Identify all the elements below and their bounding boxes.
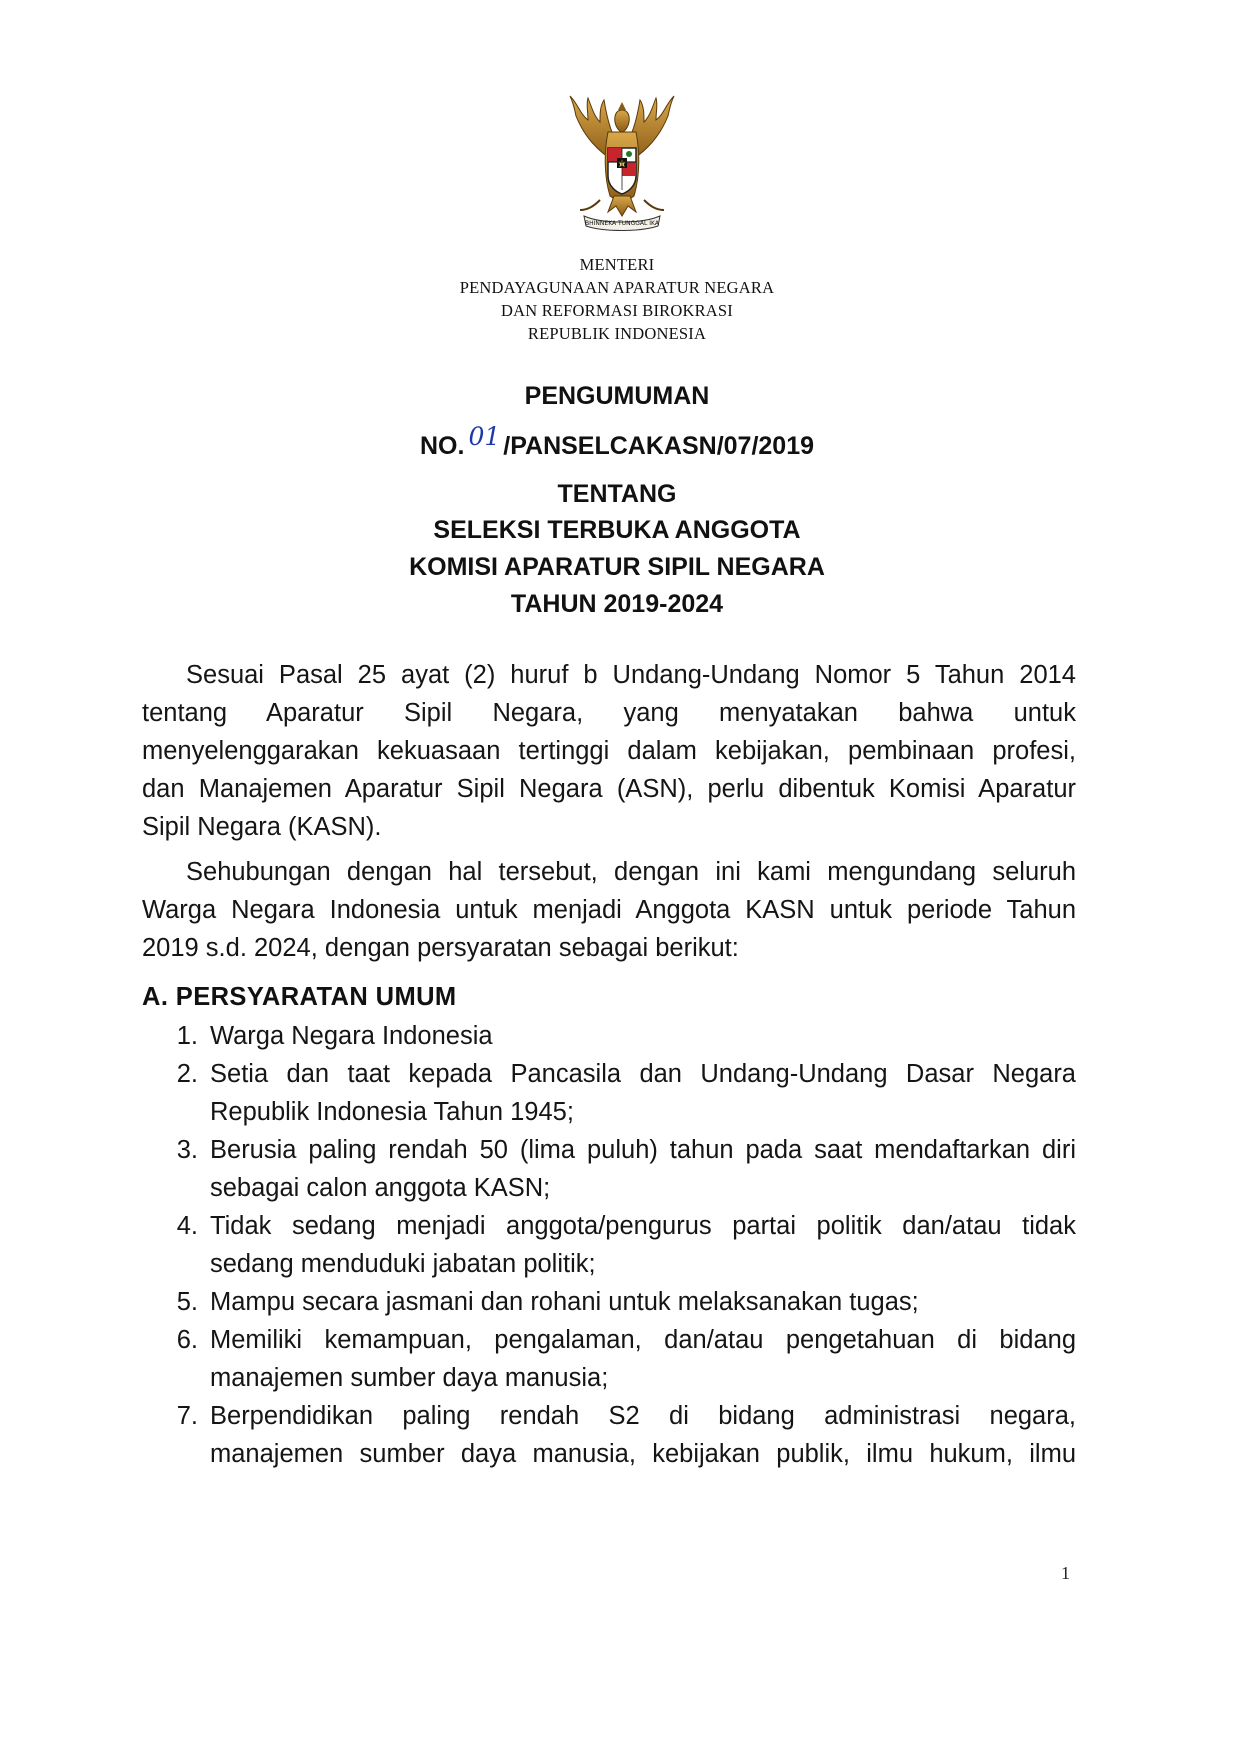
list-item: [142, 1283, 1076, 1321]
list-item-number: 1.: [176, 1022, 198, 1050]
document-title: PENGUMUMAN: [524, 382, 710, 410]
list-item: [142, 1207, 1076, 1283]
paragraph-2-line: Sehubungan dengan hal tersebut, dengan ini kami mengundang seluruh: [186, 858, 1076, 886]
paragraph-1-line: menyelenggarakan kekuasaan tertinggi dalam kebijakan, pembinaan profesi,: [142, 737, 1076, 765]
list-item: [142, 1055, 1076, 1131]
list-item: [142, 1321, 1076, 1397]
list-item-text: Mampu secara jasmani dan rohani untuk melaksanakan tugas;: [210, 1288, 919, 1316]
list-item-text: sebagai calon anggota KASN;: [210, 1174, 551, 1202]
list-item-text: Republik Indonesia Tahun 1945;: [210, 1098, 574, 1126]
ministry-line-1: MENTERI: [579, 255, 655, 274]
subject-line-3: KOMISI APARATUR SIPIL NEGARA: [409, 553, 825, 581]
ministry-line-3: DAN REFORMASI BIROKRASI: [501, 301, 733, 320]
paragraph-1-line: Sesuai Pasal 25 ayat (2) huruf b Undang-Undang Nomor 5 Tahun 2014: [186, 661, 1076, 689]
paragraph-1-line: dan Manajemen Aparatur Sipil Negara (ASN), perlu dibentuk Komisi Aparatur: [142, 775, 1076, 803]
list-item-number: 6.: [176, 1326, 198, 1354]
list-item-number: 3.: [176, 1136, 198, 1164]
list-item-text: Memiliki kemampuan, pengalaman, dan/atau pengetahuan di bidang: [210, 1326, 1076, 1354]
list-item-text: Berpendidikan paling rendah S2 di bidang administrasi negara,: [210, 1402, 1076, 1430]
list-item: [142, 1131, 1076, 1207]
handwritten-number: 01: [468, 422, 501, 451]
paragraph-2-line: 2019 s.d. 2024, dengan persyaratan sebagai berikut:: [142, 934, 739, 962]
ministry-line-4: REPUBLIK INDONESIA: [527, 324, 707, 343]
paragraph-1: [142, 656, 1076, 846]
ministry-line-2: PENDAYAGUNAAN APARATUR NEGARA: [459, 278, 775, 297]
list-item: [142, 1397, 1076, 1473]
list-item-text: Berusia paling rendah 50 (lima puluh) tahun pada saat mendaftarkan diri: [210, 1136, 1076, 1164]
paragraph-1-line: tentang Aparatur Sipil Negara, yang menyatakan bahwa untuk: [142, 699, 1076, 727]
paragraph-1-line: Sipil Negara (KASN).: [142, 813, 382, 841]
subject-line-2: SELEKSI TERBUKA ANGGOTA: [433, 516, 801, 544]
paragraph-2: [142, 853, 1076, 967]
list-item-text: Tidak sedang menjadi anggota/pengurus partai politik dan/atau tidak: [210, 1212, 1076, 1240]
list-item-text: manajemen sumber daya manusia;: [210, 1364, 609, 1392]
list-item-number: 2.: [176, 1060, 198, 1088]
list-item-text: Setia dan taat kepada Pancasila dan Undang-Undang Dasar Negara: [210, 1060, 1076, 1088]
list-item-text: sedang menduduki jabatan politik;: [210, 1250, 596, 1278]
paragraph-2-line: Warga Negara Indonesia untuk menjadi Anggota KASN untuk periode Tahun: [142, 896, 1076, 924]
subject-line-1: TENTANG: [557, 480, 677, 508]
list-item-text: Warga Negara Indonesia: [210, 1022, 493, 1050]
list-item-text: manajemen sumber daya manusia, kebijakan publik, ilmu hukum, ilmu: [210, 1440, 1076, 1468]
page-number: 1: [1061, 1563, 1070, 1583]
number-suffix: /PANSELCAKASN/07/2019: [503, 432, 815, 460]
number-prefix: NO.: [419, 432, 465, 460]
garuda-pancasila-emblem-icon: [558, 92, 686, 236]
document-number: [0, 422, 1234, 460]
subject-line-4: TAHUN 2019-2024: [510, 590, 724, 618]
list-item-number: 5.: [176, 1288, 198, 1316]
section-a-heading: A. PERSYARATAN UMUM: [142, 983, 457, 1011]
list-item-number: 4.: [176, 1212, 198, 1240]
list-item: [142, 1017, 1076, 1055]
list-item-number: 7.: [176, 1402, 198, 1430]
requirements-list: [142, 1017, 1076, 1473]
svg-text:BHINNEKA TUNGGAL IKA: BHINNEKA TUNGGAL IKA: [585, 220, 659, 227]
